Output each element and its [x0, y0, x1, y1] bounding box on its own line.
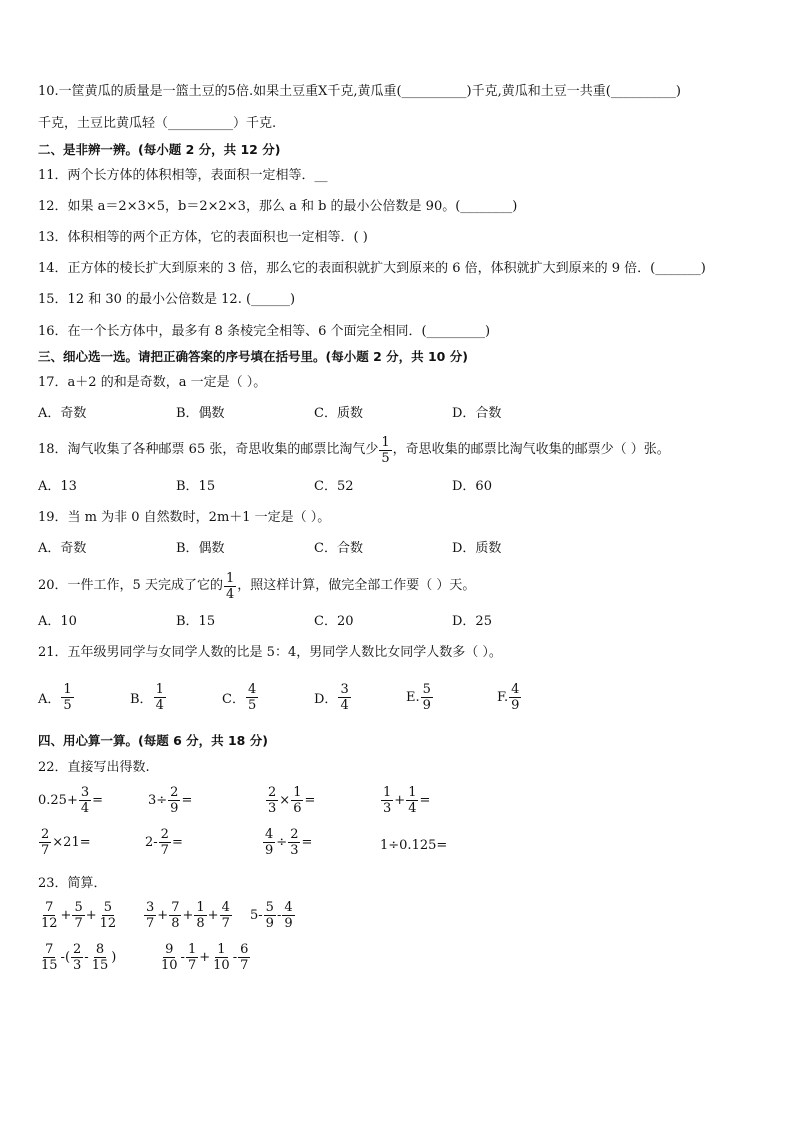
fraction: [291, 785, 303, 816]
q23-title: 23．简算．: [38, 876, 107, 891]
q17-option-d: D．合数: [452, 406, 502, 421]
fraction: [39, 942, 60, 973]
q16: 16．在一个长方体中，最多有 8 条棱完全相等、6 个面完全相同．(_________): [38, 324, 491, 339]
q23-expr-2: [143, 900, 233, 931]
operator: ÷: [276, 835, 288, 850]
fraction: [266, 785, 278, 816]
operator: -(: [60, 950, 71, 965]
q20-option-b: B．15: [176, 614, 216, 629]
frac-den: 12: [41, 916, 58, 931]
expr-text: 3÷: [148, 793, 168, 808]
frac-num: 1: [196, 900, 205, 915]
q18-stem-text: 18．淘气收集了各种邮票 65 张，奇思收集的邮票比淘气少: [38, 442, 379, 457]
q20-frac-den: 4: [225, 586, 235, 602]
frac-den: 7: [221, 916, 230, 931]
q10-line1: 10.一筐黄瓜的质量是一篮土豆的5倍.如果土豆重X千克,黄瓜重(__________)千克,黄瓜和土豆一共重(__________): [38, 84, 681, 99]
frac-num: 6: [240, 942, 249, 957]
frac-den: 8: [196, 916, 205, 931]
frac-den: 4: [340, 698, 349, 713]
frac-den: 15: [41, 958, 58, 973]
frac-num: 5: [265, 900, 274, 915]
operator: -: [276, 908, 282, 923]
q20-stem-text-2: ，照这样计算，做完全部工作要（ ）天。: [237, 578, 476, 593]
section2-heading: 二、是非辨一辨。(每小题 2 分，共 12 分): [38, 142, 281, 157]
q22-expr-7: [262, 827, 312, 858]
frac-den: 7: [41, 843, 50, 858]
frac-den: 7: [146, 916, 155, 931]
q20-frac-num: 1: [225, 570, 235, 586]
q21-option-b-frac: [154, 682, 166, 713]
operator: +: [85, 908, 97, 923]
q21-option-d-frac: [338, 682, 350, 713]
q17-option-c: C．质数: [314, 406, 363, 421]
q18-frac-den: 5: [381, 450, 390, 466]
frac-num: 8: [95, 942, 105, 957]
q23-expr-5: [158, 942, 251, 973]
frac-num: 9: [165, 942, 174, 957]
q21-option-e-label: E.: [406, 690, 420, 705]
frac-den: 7: [240, 958, 249, 973]
q22-expr-1: [38, 785, 103, 816]
q21-option-a-label: A．: [38, 692, 61, 707]
frac-den: 10: [161, 958, 178, 973]
q20-option-c: C．20: [314, 614, 354, 629]
operator: ×: [279, 793, 291, 808]
frac-den: 4: [155, 698, 164, 713]
fraction: [159, 827, 171, 858]
q18-stem-text-2: ，奇思收集的邮票比淘气收集的邮票少（ ）张。: [392, 442, 670, 457]
frac-num: 2: [160, 827, 169, 842]
frac-num: 3: [80, 785, 90, 800]
q20-fraction: [224, 571, 236, 602]
q19-option-a: A．奇数: [38, 541, 87, 556]
frac-num: 1: [408, 785, 417, 800]
section3-heading: 三、细心选一选。请把正确答案的序号填在括号里。(每小题 2 分，共 10 分): [38, 349, 468, 364]
frac-num: 2: [170, 785, 179, 800]
frac-num: 7: [171, 900, 180, 915]
frac-num: 2: [41, 827, 50, 842]
fraction: [159, 942, 180, 973]
frac-den: 9: [265, 843, 274, 858]
fraction: [381, 785, 393, 816]
q17-option-b: B．偶数: [176, 406, 225, 421]
q18-fraction: [379, 435, 391, 466]
frac-num: 4: [221, 900, 230, 915]
frac-den: 9: [284, 916, 293, 931]
frac-num: 5: [74, 900, 83, 915]
q21-option-a: [38, 682, 75, 713]
q21-option-b-label: B．: [130, 692, 153, 707]
q21-stem: 21．五年级男同学与女同学人数的比是 5：4，男同学人数比女同学人数多（ ）。: [38, 645, 502, 660]
q22-expr-3: [265, 785, 315, 816]
frac-den: 12: [99, 916, 117, 931]
frac-num: 2: [290, 827, 299, 842]
frac-num: 1: [217, 942, 226, 957]
q18-option-c: C．52: [314, 479, 354, 494]
q20-option-a: A．10: [38, 614, 77, 629]
q18-stem: [38, 430, 670, 470]
q21-option-c-label: C．: [222, 692, 245, 707]
q19-option-b: B．偶数: [176, 541, 225, 556]
q12: 12．如果 a＝2×3×5，b＝2×2×3，那么 a 和 b 的最小公倍数是 90。(________): [38, 199, 518, 214]
q22-expr-8: 1÷0.125=: [380, 838, 448, 853]
q15: 15．12 和 30 的最小公倍数是 12. (______): [38, 292, 296, 307]
frac-den: 9: [265, 916, 274, 931]
frac-den: 5: [247, 698, 257, 713]
fraction: [263, 827, 275, 858]
frac-num: 1: [293, 785, 302, 800]
q21-option-f-label: F.: [497, 690, 509, 705]
fraction: [79, 785, 91, 816]
operator: -: [84, 950, 89, 965]
q22-expr-2: [148, 785, 192, 816]
frac-den: 9: [170, 801, 179, 816]
frac-num: 7: [45, 900, 54, 915]
frac-num: 1: [383, 785, 392, 800]
fraction: [144, 900, 156, 931]
expr-text: =: [304, 793, 316, 808]
frac-num: 5: [103, 900, 113, 915]
fraction: [238, 942, 250, 973]
operator: ): [111, 950, 117, 965]
frac-num: 4: [265, 827, 274, 842]
frac-num: 1: [63, 682, 72, 697]
operator: +: [199, 950, 211, 965]
q17-stem: 17．a＋2 的和是奇数，a 一定是（ ）。: [38, 375, 267, 390]
fraction: [264, 900, 276, 931]
frac-den: 15: [91, 958, 109, 973]
frac-den: 7: [74, 916, 83, 931]
q20-stem-text: 20．一件工作，5 天完成了它的: [38, 578, 223, 593]
frac-num: 2: [73, 942, 82, 957]
operator: -: [232, 950, 238, 965]
frac-den: 3: [268, 801, 277, 816]
q23-expr-4: [38, 942, 116, 973]
frac-den: 7: [187, 958, 197, 973]
fraction: [71, 942, 83, 973]
q21-option-d: [314, 682, 352, 713]
expr-text: 0.25+: [38, 793, 78, 808]
fraction: [90, 942, 111, 973]
frac-num: 4: [511, 682, 520, 697]
fraction: [72, 900, 84, 931]
q23-expr-3: [250, 900, 296, 931]
frac-num: 2: [268, 785, 277, 800]
frac-num: 7: [45, 942, 54, 957]
q20-stem: [38, 566, 475, 606]
q21-option-f-frac: [509, 682, 521, 713]
expr-text: =: [171, 835, 183, 850]
q21-option-c: [222, 682, 259, 713]
fraction: [220, 900, 232, 931]
fraction: [211, 942, 232, 973]
frac-den: 7: [160, 843, 169, 858]
q18-option-b: B．15: [176, 479, 216, 494]
q10-line2: 千克，土豆比黄瓜轻（__________）千克.: [38, 116, 277, 131]
section4-heading: 四、用心算一算。(每题 6 分，共 18 分): [38, 733, 268, 748]
frac-den: 4: [408, 801, 417, 816]
fraction: [169, 900, 181, 931]
operator: +: [157, 908, 169, 923]
fraction: [39, 900, 60, 931]
q21-option-c-frac: [246, 682, 258, 713]
frac-den: 3: [73, 958, 82, 973]
frac-den: 6: [293, 801, 302, 816]
fraction: [39, 827, 51, 858]
q22-title: 22．直接写出得数.: [38, 760, 150, 775]
fraction: [406, 785, 418, 816]
expr-text: =: [301, 835, 313, 850]
frac-den: 8: [171, 916, 180, 931]
frac-num: 4: [284, 900, 293, 915]
expr-text: 2-: [145, 835, 158, 850]
operator: +: [60, 908, 72, 923]
operator: 5-: [250, 908, 263, 923]
expr-text: =: [181, 793, 193, 808]
q19-option-c: C．合数: [314, 541, 363, 556]
expr-text: ×21=: [52, 835, 91, 850]
operator: +: [182, 908, 194, 923]
frac-num: 1: [155, 682, 164, 697]
q18-option-a: A．13: [38, 479, 77, 494]
q11: 11．两个长方体的体积相等，表面积一定相等．__: [38, 168, 328, 183]
frac-num: 3: [340, 682, 349, 697]
q21-option-e-frac: [421, 682, 433, 713]
q19-stem: 19．当 m 为非 0 自然数时，2m＋1 一定是（ ）。: [38, 510, 331, 525]
q19-option-d: D．质数: [452, 541, 502, 556]
frac-den: 3: [383, 801, 392, 816]
fraction: [288, 827, 300, 858]
q23-expr-1: [38, 900, 119, 931]
q21-option-f: [497, 682, 522, 713]
frac-den: 9: [511, 698, 520, 713]
q21-option-e: [406, 682, 434, 713]
operator: +: [207, 908, 219, 923]
q21-option-a-frac: [61, 682, 73, 713]
fraction: [98, 900, 119, 931]
q21-option-b: [130, 682, 167, 713]
q21-option-d-label: D．: [314, 692, 338, 707]
frac-num: 1: [187, 942, 197, 957]
q13: 13．体积相等的两个正方体，它的表面积也一定相等．( ): [38, 230, 368, 245]
operator: +: [394, 793, 406, 808]
fraction: [186, 942, 198, 973]
fraction: [194, 900, 206, 931]
expr-text: =: [419, 793, 431, 808]
q18-option-d: D．60: [452, 479, 492, 494]
q22-expr-6: [145, 827, 183, 858]
q17-option-a: A．奇数: [38, 406, 87, 421]
fraction: [282, 900, 294, 931]
frac-den: 4: [80, 801, 90, 816]
q22-expr-5: [38, 827, 91, 858]
q20-option-d: D．25: [452, 614, 492, 629]
frac-den: 10: [213, 958, 230, 973]
expr-text: =: [92, 793, 104, 808]
frac-num: 4: [247, 682, 257, 697]
frac-den: 5: [63, 698, 72, 713]
q14: 14．正方体的棱长扩大到原来的 3 倍，那么它的表面积就扩大到原来的 6 倍，体积就扩大到原来的 9 倍．(_______): [38, 261, 706, 276]
q22-expr-4: [380, 785, 430, 816]
operator: -: [180, 950, 185, 965]
fraction: [168, 785, 180, 816]
q18-frac-num: 1: [381, 434, 390, 450]
frac-den: 9: [422, 698, 431, 713]
frac-den: 3: [290, 843, 299, 858]
frac-num: 3: [146, 900, 155, 915]
frac-num: 5: [422, 682, 431, 697]
